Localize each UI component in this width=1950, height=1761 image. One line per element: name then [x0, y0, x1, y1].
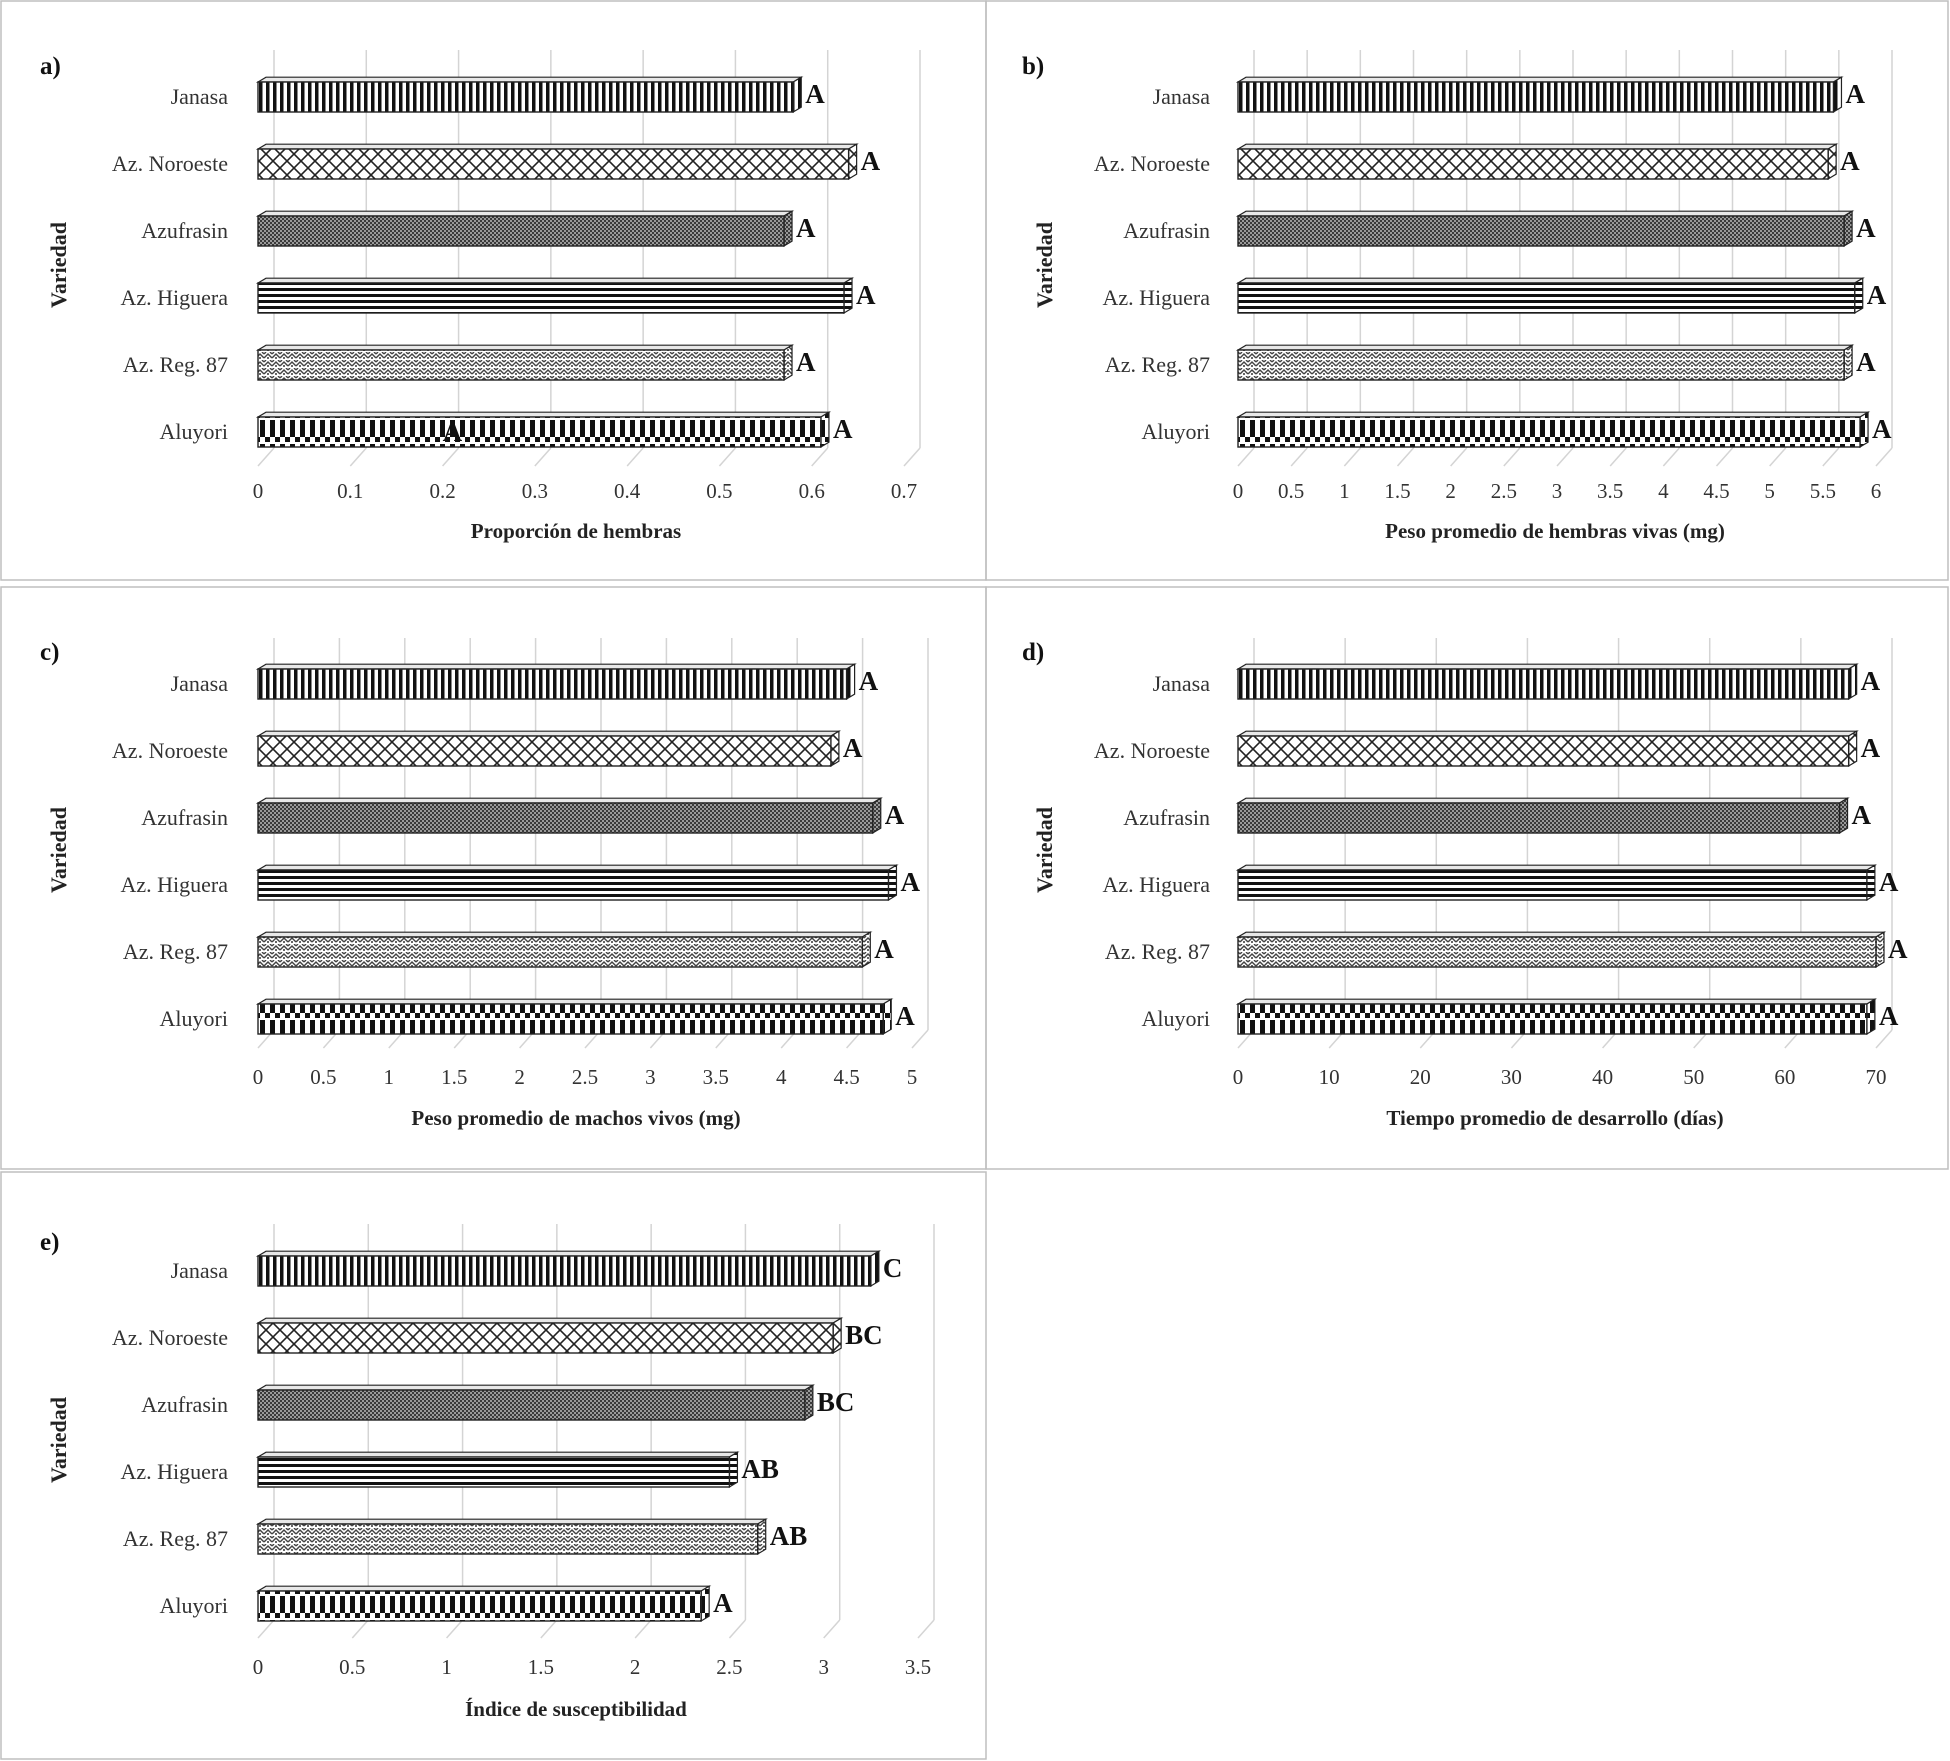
- bar-end-aluyori: [701, 1586, 709, 1621]
- panel-letter: b): [1022, 53, 1045, 80]
- x-tick-label: 60: [1774, 1065, 1796, 1089]
- x-tick-label: 3: [818, 1655, 829, 1679]
- x-tick-label: 0: [1232, 479, 1244, 503]
- bar-top-aluyori: [258, 1586, 709, 1591]
- y-axis-label: Variedad: [1032, 222, 1057, 308]
- bar-janasa: [258, 82, 793, 112]
- x-tick-label: 20: [1409, 1065, 1431, 1089]
- category-label: Az. Noroeste: [111, 151, 228, 176]
- x-tick-label: 40: [1592, 1065, 1614, 1089]
- bar-aluyori: [258, 1591, 701, 1621]
- x-tick-label: 0.5: [1278, 479, 1305, 503]
- bar-end-aluyori: [883, 999, 891, 1034]
- bar-top-aluyori: [258, 999, 891, 1004]
- bar-top-az-reg-87: [1238, 932, 1884, 937]
- bar-top-az-higuera: [1238, 865, 1875, 870]
- bar-top-az-noroeste: [1238, 731, 1857, 736]
- bar-aluyori: [258, 417, 821, 447]
- category-label: Janasa: [1152, 671, 1210, 696]
- category-label: Azufrasin: [141, 805, 228, 830]
- gridline-foot: [1451, 448, 1467, 466]
- x-tick-label: 5: [1764, 479, 1775, 503]
- significance-label: A: [1856, 213, 1876, 243]
- x-tick-label: 0.1: [337, 479, 364, 503]
- gridline-foot: [1663, 448, 1679, 466]
- x-axis-label: Índice de susceptibilidad: [465, 1697, 687, 1721]
- gridline-foot: [1876, 448, 1892, 466]
- significance-label: A: [1860, 733, 1881, 763]
- category-label: Az. Noroeste: [111, 738, 228, 763]
- category-label: Az. Noroeste: [1093, 738, 1210, 763]
- bar-azufrasin: [258, 1390, 805, 1420]
- x-tick-label: 0: [252, 1065, 264, 1089]
- bar-end-janasa: [793, 77, 801, 112]
- bar-az-higuera: [258, 870, 888, 900]
- x-tick-label: 0.6: [798, 479, 825, 503]
- bar-end-azufrasin: [1840, 798, 1848, 833]
- category-label: Azufrasin: [1123, 218, 1210, 243]
- gridline-foot: [1398, 448, 1414, 466]
- significance-label: A: [1860, 666, 1881, 696]
- bar-end-az-higuera: [844, 278, 852, 313]
- x-tick-label: 0.4: [614, 479, 641, 503]
- bar-aluyori: [258, 1004, 883, 1034]
- significance-label: A: [842, 733, 863, 763]
- x-tick-label: 1.5: [527, 1655, 554, 1679]
- category-label: Az. Higuera: [120, 1459, 228, 1484]
- gridline-foot: [729, 1620, 745, 1638]
- significance-label: A: [874, 934, 894, 964]
- bar-janasa: [258, 1256, 871, 1286]
- significance-label: A: [1866, 280, 1887, 310]
- significance-label: A: [832, 414, 853, 444]
- bar-top-azufrasin: [1238, 798, 1848, 803]
- x-axis-label: Peso promedio de machos vivos (mg): [411, 1106, 741, 1130]
- x-tick-label: 0: [252, 1655, 264, 1679]
- bar-end-az-reg-87: [1844, 345, 1852, 380]
- panel-letter: d): [1022, 639, 1045, 666]
- gridline-foot: [824, 1620, 840, 1638]
- bar-janasa: [1238, 82, 1833, 112]
- x-tick-label: 0: [252, 479, 264, 503]
- category-label: Janasa: [170, 84, 228, 109]
- chart-panel-c: [40, 638, 928, 1130]
- bar-end-az-noroeste: [833, 1318, 841, 1353]
- x-tick-label: 2.5: [571, 1065, 599, 1089]
- category-label: Aluyori: [159, 419, 228, 444]
- category-label: Janasa: [1152, 84, 1210, 109]
- bar-end-azufrasin: [873, 798, 881, 833]
- x-tick-label: 0.3: [521, 479, 548, 503]
- y-axis-label: Variedad: [46, 222, 71, 308]
- bar-az-higuera: [258, 283, 844, 313]
- bar-az-noroeste: [258, 736, 831, 766]
- gridline-foot: [447, 1620, 463, 1638]
- bar-az-noroeste: [1238, 149, 1828, 179]
- bar-top-aluyori: [1238, 999, 1875, 1004]
- x-tick-label: 3: [645, 1065, 656, 1089]
- gridline-foot: [1717, 448, 1733, 466]
- chart-panels: [40, 50, 1908, 1721]
- category-label: Janasa: [170, 1258, 228, 1283]
- x-tick-label: 5: [906, 1065, 918, 1089]
- bar-top-az-noroeste: [258, 1318, 841, 1323]
- bar-end-az-reg-87: [758, 1519, 766, 1554]
- significance-label: A: [1851, 800, 1872, 830]
- bar-end-azufrasin: [1844, 211, 1852, 246]
- bar-top-janasa: [1238, 77, 1841, 82]
- category-label: Azufrasin: [141, 1392, 228, 1417]
- bar-az-noroeste: [258, 1323, 833, 1353]
- bar-top-janasa: [258, 664, 855, 669]
- x-tick-label: 4: [775, 1065, 787, 1089]
- significance-label: AB: [741, 1454, 779, 1484]
- category-label: Azufrasin: [1123, 805, 1210, 830]
- panel-letter: a): [40, 53, 61, 80]
- x-tick-label: 3: [1551, 479, 1563, 503]
- bar-az-noroeste: [1238, 736, 1849, 766]
- gridline-foot: [627, 448, 643, 466]
- bar-top-azufrasin: [1238, 211, 1852, 216]
- x-tick-label: 4.5: [833, 1065, 860, 1089]
- significance-label: A: [1878, 867, 1899, 897]
- bar-top-az-reg-87: [258, 345, 792, 350]
- gridline-foot: [1610, 448, 1626, 466]
- x-tick-label: 10: [1318, 1065, 1340, 1089]
- chart-panel-a: [40, 50, 920, 543]
- bar-az-higuera: [1238, 283, 1855, 313]
- bar-end-janasa: [1833, 77, 1841, 112]
- significance-label: A: [1840, 146, 1860, 176]
- panel-letter: e): [40, 1229, 60, 1256]
- bar-az-higuera: [1238, 870, 1867, 900]
- x-tick-label: 3.5: [1597, 479, 1624, 503]
- bar-top-az-noroeste: [258, 144, 857, 149]
- significance-label: A: [1888, 934, 1908, 964]
- significance-label: A: [1872, 414, 1892, 444]
- significance-label: A: [895, 1001, 915, 1031]
- bar-end-az-higuera: [1867, 865, 1875, 900]
- x-axis-label: Tiempo promedio de desarrollo (días): [1386, 1106, 1724, 1130]
- bar-az-reg-87: [258, 350, 784, 380]
- gridline-foot: [1876, 1030, 1892, 1048]
- category-label: Az. Reg. 87: [122, 939, 228, 964]
- x-tick-label: 0.5: [310, 1065, 337, 1089]
- gridline-foot: [1344, 448, 1360, 466]
- x-tick-label: 2: [1445, 479, 1456, 503]
- bar-az-reg-87: [1238, 937, 1876, 967]
- category-label: Aluyori: [159, 1593, 228, 1618]
- category-label: Aluyori: [159, 1006, 228, 1031]
- bar-janasa: [258, 669, 847, 699]
- category-label: Aluyori: [1141, 419, 1210, 444]
- bar-top-az-reg-87: [1238, 345, 1852, 350]
- gridline-foot: [258, 1620, 274, 1638]
- bar-top-janasa: [258, 1251, 879, 1256]
- bar-top-azufrasin: [258, 1385, 813, 1390]
- gridline-foot: [912, 1030, 928, 1048]
- bar-end-az-reg-87: [1876, 932, 1884, 967]
- x-tick-label: 2.5: [1490, 479, 1517, 503]
- gridline-foot: [1291, 448, 1307, 466]
- bar-end-az-noroeste: [849, 144, 857, 179]
- significance-label: A: [796, 213, 816, 243]
- bar-top-az-noroeste: [258, 731, 839, 736]
- bar-aluyori: [1238, 417, 1860, 447]
- significance-label: A: [1878, 1001, 1899, 1031]
- x-tick-label: 0: [1232, 1065, 1244, 1089]
- significance-label: C: [882, 1253, 903, 1283]
- category-label: Az. Reg. 87: [122, 352, 228, 377]
- bar-top-aluyori: [1238, 412, 1868, 417]
- bar-top-az-noroeste: [1238, 144, 1836, 149]
- bar-top-az-higuera: [258, 278, 852, 283]
- bar-top-az-higuera: [258, 1452, 737, 1457]
- gridline-foot: [443, 448, 459, 466]
- bar-az-reg-87: [258, 937, 862, 967]
- x-tick-label: 1: [383, 1065, 395, 1089]
- bar-top-az-reg-87: [258, 932, 870, 937]
- bar-azufrasin: [1238, 216, 1844, 246]
- x-tick-label: 3.5: [904, 1655, 932, 1679]
- category-label: Az. Higuera: [120, 872, 228, 897]
- bar-end-azufrasin: [784, 211, 792, 246]
- gridline-foot: [904, 448, 920, 466]
- significance-label: A: [713, 1588, 733, 1618]
- significance-label: BC: [816, 1387, 855, 1417]
- significance-label-overlap: A: [442, 417, 463, 447]
- significance-label: AB: [769, 1521, 808, 1551]
- gridline-foot: [918, 1620, 934, 1638]
- significance-label: BC: [845, 1320, 883, 1350]
- bar-end-janasa: [871, 1251, 879, 1286]
- bar-end-az-higuera: [1855, 278, 1863, 313]
- x-tick-label: 5.5: [1809, 479, 1836, 503]
- significance-label: A: [805, 79, 825, 109]
- x-tick-label: 1: [441, 1655, 452, 1679]
- gridline-foot: [1238, 448, 1254, 466]
- bar-end-az-reg-87: [862, 932, 870, 967]
- bar-janasa: [1238, 669, 1849, 699]
- bar-end-aluyori: [1860, 412, 1868, 447]
- category-label: Az. Noroeste: [1093, 151, 1210, 176]
- x-tick-label: 2: [514, 1065, 525, 1089]
- bar-az-reg-87: [258, 1524, 758, 1554]
- bar-top-janasa: [258, 77, 801, 82]
- gridline-foot: [1823, 448, 1839, 466]
- category-label: Azufrasin: [141, 218, 228, 243]
- category-label: Az. Higuera: [1102, 285, 1210, 310]
- bar-top-azufrasin: [258, 798, 881, 803]
- x-tick-label: 1.5: [441, 1065, 468, 1089]
- bar-end-azufrasin: [805, 1385, 813, 1420]
- gridline-foot: [1770, 448, 1786, 466]
- x-tick-label: 30: [1500, 1065, 1522, 1089]
- bar-end-aluyori: [1867, 999, 1875, 1034]
- gridline-foot: [1557, 448, 1573, 466]
- bar-top-azufrasin: [258, 211, 792, 216]
- bar-end-az-noroeste: [1849, 731, 1857, 766]
- bar-end-janasa: [1849, 664, 1857, 699]
- gridline-foot: [812, 448, 828, 466]
- bar-top-az-higuera: [258, 865, 896, 870]
- gridline-foot: [1504, 448, 1520, 466]
- bar-azufrasin: [1238, 803, 1840, 833]
- category-label: Az. Higuera: [120, 285, 228, 310]
- chart-panel-e: [40, 1224, 934, 1721]
- bar-top-aluyori: [258, 412, 829, 417]
- gridline-foot: [258, 448, 274, 466]
- bar-end-janasa: [847, 664, 855, 699]
- y-axis-label: Variedad: [1032, 807, 1057, 893]
- bar-top-janasa: [1238, 664, 1857, 669]
- gridline-foot: [541, 1620, 557, 1638]
- x-tick-label: 0.5: [706, 479, 733, 503]
- category-label: Aluyori: [1141, 1006, 1210, 1031]
- category-label: Az. Reg. 87: [1104, 939, 1210, 964]
- significance-label: A: [860, 146, 881, 176]
- x-tick-label: 0.2: [429, 479, 456, 503]
- bar-end-az-noroeste: [831, 731, 839, 766]
- category-label: Az. Reg. 87: [1104, 352, 1210, 377]
- y-axis-label: Variedad: [46, 1397, 71, 1483]
- x-axis-label: Peso promedio de hembras vivas (mg): [1385, 519, 1725, 543]
- x-tick-label: 50: [1683, 1065, 1705, 1089]
- bar-azufrasin: [258, 803, 873, 833]
- chart-panel-b: [1022, 50, 1892, 543]
- bar-azufrasin: [258, 216, 784, 246]
- bar-end-az-higuera: [888, 865, 896, 900]
- x-axis-label: Proporción de hembras: [470, 519, 682, 543]
- significance-label: A: [796, 347, 816, 377]
- x-tick-label: 0.5: [339, 1655, 366, 1679]
- gridline-foot: [350, 448, 366, 466]
- bar-az-noroeste: [258, 149, 849, 179]
- significance-label: A: [1856, 347, 1876, 377]
- x-tick-label: 2.5: [716, 1655, 743, 1679]
- gridline-foot: [352, 1620, 368, 1638]
- significance-label: A: [856, 280, 876, 310]
- x-tick-label: 2: [629, 1655, 641, 1679]
- x-tick-label: 3.5: [702, 1065, 729, 1089]
- significance-label: A: [1845, 79, 1865, 109]
- bar-top-az-reg-87: [258, 1519, 766, 1524]
- y-axis-label: Variedad: [46, 807, 71, 893]
- significance-label: A: [900, 867, 920, 897]
- x-tick-label: 6: [1870, 479, 1882, 503]
- chart-panel-d: [1022, 638, 1908, 1130]
- bar-end-az-higuera: [729, 1452, 737, 1487]
- bar-az-reg-87: [1238, 350, 1844, 380]
- x-tick-label: 4.5: [1703, 479, 1730, 503]
- x-tick-label: 4: [1658, 479, 1669, 503]
- bar-end-aluyori: [821, 412, 829, 447]
- panel-letter: c): [40, 639, 60, 666]
- category-label: Janasa: [170, 671, 228, 696]
- category-label: Az. Noroeste: [111, 1325, 228, 1350]
- category-label: Az. Higuera: [1102, 872, 1210, 897]
- gridline-foot: [719, 448, 735, 466]
- significance-label: A: [884, 800, 905, 830]
- bar-aluyori: [1238, 1004, 1867, 1034]
- x-tick-label: 1.5: [1384, 479, 1411, 503]
- category-label: Az. Reg. 87: [122, 1526, 228, 1551]
- x-tick-label: 1: [1339, 479, 1350, 503]
- x-tick-label: 0.7: [890, 479, 918, 503]
- gridline-foot: [535, 448, 551, 466]
- gridline-foot: [635, 1620, 651, 1638]
- bar-top-az-higuera: [1238, 278, 1863, 283]
- bar-end-az-reg-87: [784, 345, 792, 380]
- x-tick-label: 70: [1865, 1065, 1887, 1089]
- bar-end-az-noroeste: [1828, 144, 1836, 179]
- significance-label: A: [858, 666, 879, 696]
- bar-az-higuera: [258, 1457, 729, 1487]
